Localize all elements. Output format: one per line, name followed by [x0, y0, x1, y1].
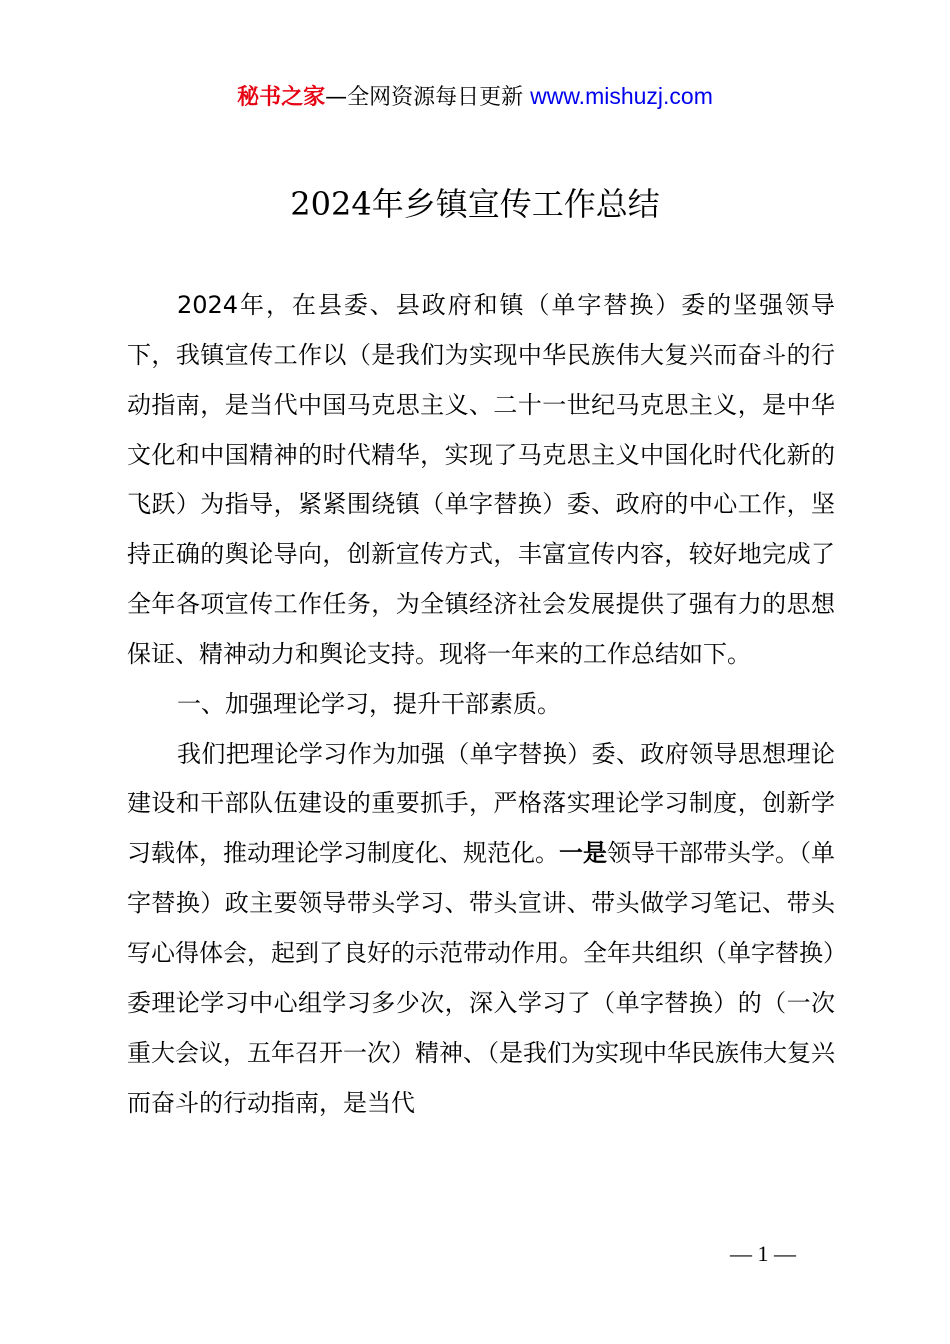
document-title: 2024年乡镇宣传工作总结: [290, 185, 660, 223]
document-body: [127, 281, 835, 1128]
body-paragraph: [127, 730, 835, 1129]
site-brand: 秘书之家: [237, 85, 326, 110]
site-header: [0, 80, 950, 114]
bold-lead-text: 一是: [559, 839, 607, 868]
body-paragraph: 2024年，在县委、县政府和镇（单字替换）委的坚强领导下，我镇宣传工作以（是我们为实现中华民族伟大复兴而奋斗的行动指南，是当代中国马克思主义、二十一世纪马克思主义，是中华文化和中国精神的时代精华，实现了马克思主义中国化时代化新的飞跃）为指导，紧紧围绕镇（单字替换）委、政府的中心工作，坚持正确的舆论导向，创新宣传方式，丰富宣传内容，较好地完成了全年各项宣传工作任务，为全镇经济社会发展提供了强有力的思想保证、精神动力和舆论支持。现将一年来的工作总结如下。: [127, 291, 835, 668]
site-url-link[interactable]: www.mishuzj.com: [530, 83, 713, 109]
section-heading: 一、加强理论学习，提升干部素质。: [177, 689, 561, 718]
site-slogan: —全网资源每日更新: [325, 85, 531, 110]
page-number: — 1 —: [730, 1241, 796, 1266]
paragraph-text: 领导干部带头学。（单字替换）政主要领导带头学习、带头宣讲、带头做学习笔记、带头写心得体会，起到了良好的示范带动作用。全年共组织（单字替换）委理论学习中心组学习多少次，深入学习了（单字替换）的（一次重大会议，五年召开一次）精神、（是我们为实现中华民族伟大复兴而奋斗的行动指南，是当代: [127, 839, 835, 1117]
paragraph-text: 我们把理论学习作为加强（单字替换）委、政府领导思想理论建设和干部队伍建设的重要抓手，严格落实理论学习制度，创新学习载体，推动理论学习制度化、规范化。: [127, 739, 835, 868]
